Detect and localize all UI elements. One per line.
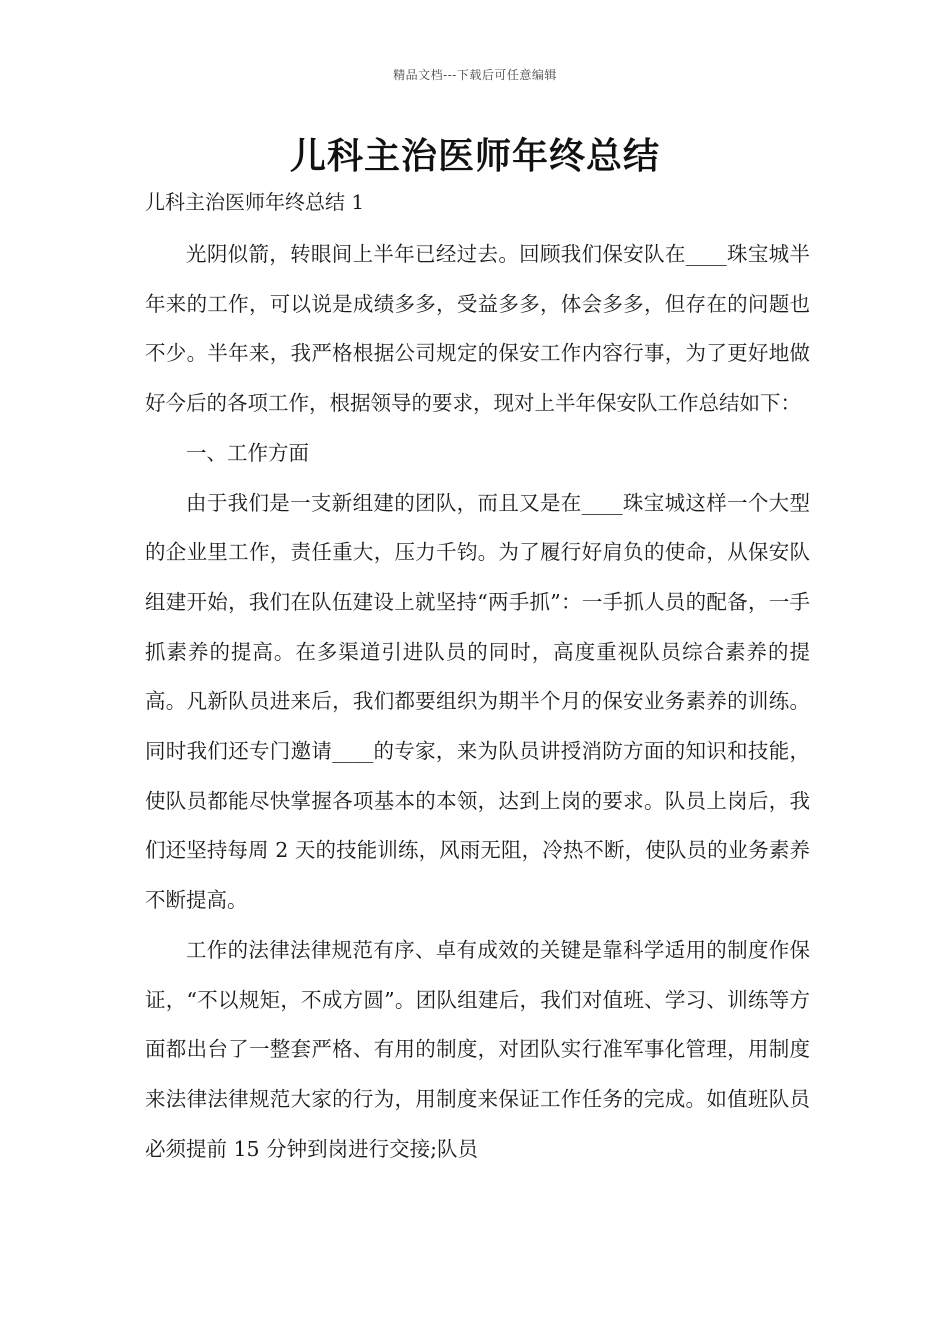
paragraph-subheading: 一、工作方面 (186, 440, 309, 465)
header-note: 精品文档---下载后可任意编辑 (393, 68, 557, 82)
document-title: 儿科主治医师年终总结 (289, 135, 660, 177)
paragraph: 工作的法律法律规范有序、卓有成效的关键是靠科学适用的制度作保证，“不以规矩，不成方圆”。团队组建后，我们对值班、学习、训练等方面都出台了一整套严格、有用的制度，对团队实行准军事化管理，用制度来法律法律规范大家的行为，用制度来保证工作任务的完成。如值班队员必须提前 15 分钟到岗进行交接;队员 (145, 937, 810, 1161)
paragraph: 光阴似箭，转眼间上半年已经过去。回顾我们保安队在____珠宝城半年来的工作，可以说是成绩多多，受益多多，体会多多，但存在的问题也不少。半年来，我严格根据公司规定的保安工作内容行事，为了更好地做好今后的各项工作，根据领导的要求，现对上半年保安队工作总结如下： (145, 242, 810, 416)
paragraph: 由于我们是一支新组建的团队，而且又是在____珠宝城这样一个大型的企业里工作，责任重大，压力千钧。为了履行好肩负的使命，从保安队组建开始，我们在队伍建设上就坚持“两手抓”：一手抓人员的配备，一手抓素养的提高。在多渠道引进队员的同时，高度重视队员综合素养的提高。凡新队员进来后，我们都要组织为期半个月的保安业务素养的训练。同时我们还专门邀请____的专家，来为队员讲授消防方面的知识和技能，使队员都能尽快掌握各项基本的本领，达到上岗的要求。队员上岗后，我们还坚持每周 2 天的技能训练，风雨无阻，冷热不断，使队员的业务素养不断提高。 (145, 490, 810, 913)
document-body (145, 230, 810, 1174)
section-heading: 儿科主治医师年终总结 1 (145, 190, 365, 214)
